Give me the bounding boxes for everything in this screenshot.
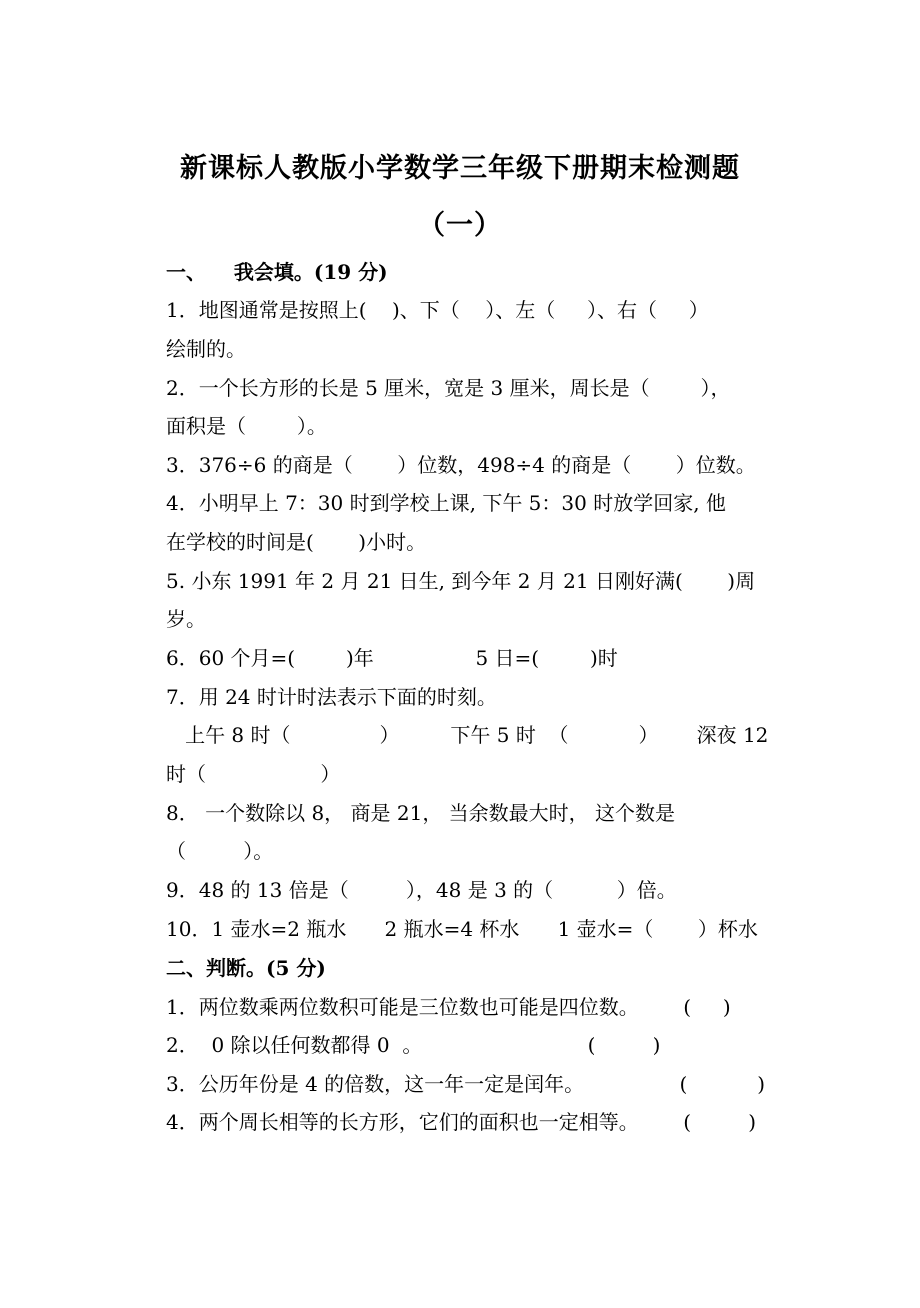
judgment-line: 1．两位数乘两位数积可能是三位数也可能是四位数。 ( ): [166, 995, 731, 1019]
question-line: 4．小明早上 7：30 时到学校上课, 下午 5：30 时放学回家, 他: [166, 491, 726, 515]
question-line: 1．地图通常是按照上( )、下（ ）、左（ ）、右（ ）: [166, 298, 709, 322]
section2-heading: 二、判断。(5 分): [166, 956, 326, 980]
question-line: 10．1 壶水=2 瓶水 2 瓶水=4 杯水 1 壶水=（ ）杯水: [166, 917, 758, 941]
question-line: 时（ ）: [166, 762, 341, 786]
question-line: 面积是（ ）。: [166, 414, 327, 438]
exam-title: 新课标人教版小学数学三年级下册期末检测题: [180, 153, 740, 184]
exam-title-number: （一）: [418, 210, 502, 241]
question-line: 7．用 24 时计时法表示下面的时刻。: [166, 685, 497, 709]
question-line: 5. 小东 1991 年 2 月 21 日生, 到今年 2 月 21 日刚好满( )周: [166, 569, 756, 593]
question-line: （ ）。: [166, 839, 274, 863]
judgment-line: 2． 0 除以任何数都得 0 。 ( ): [166, 1033, 661, 1057]
question-line: 3．376÷6 的商是（ ）位数，498÷4 的商是（ ）位数。: [166, 453, 756, 477]
judgment-line: 4．两个周长相等的长方形，它们的面积也一定相等。 ( ): [166, 1110, 757, 1134]
question-line: 8． 一个数除以 8， 商是 21， 当余数最大时， 这个数是: [166, 801, 676, 825]
question-line: 在学校的时间是( )小时。: [166, 530, 427, 554]
section1-heading: 一、 我会填。(19 分): [166, 260, 388, 284]
question-line: 6．60 个月=( )年 5 日=( )时: [166, 646, 618, 670]
question-line: 上午 8 时（ ） 下午 5 时 （ ） 深夜 12: [166, 723, 769, 747]
judgment-line: 3．公历年份是 4 的倍数，这一年一定是闰年。 ( ): [166, 1072, 766, 1096]
question-line: 2．一个长方形的长是 5 厘米，宽是 3 厘米，周长是（ ），: [166, 376, 731, 400]
question-line: 岁。: [166, 607, 206, 631]
question-line: 9．48 的 13 倍是（ ），48 是 3 的（ ）倍。: [166, 878, 677, 902]
question-line: 绘制的。: [166, 337, 246, 361]
